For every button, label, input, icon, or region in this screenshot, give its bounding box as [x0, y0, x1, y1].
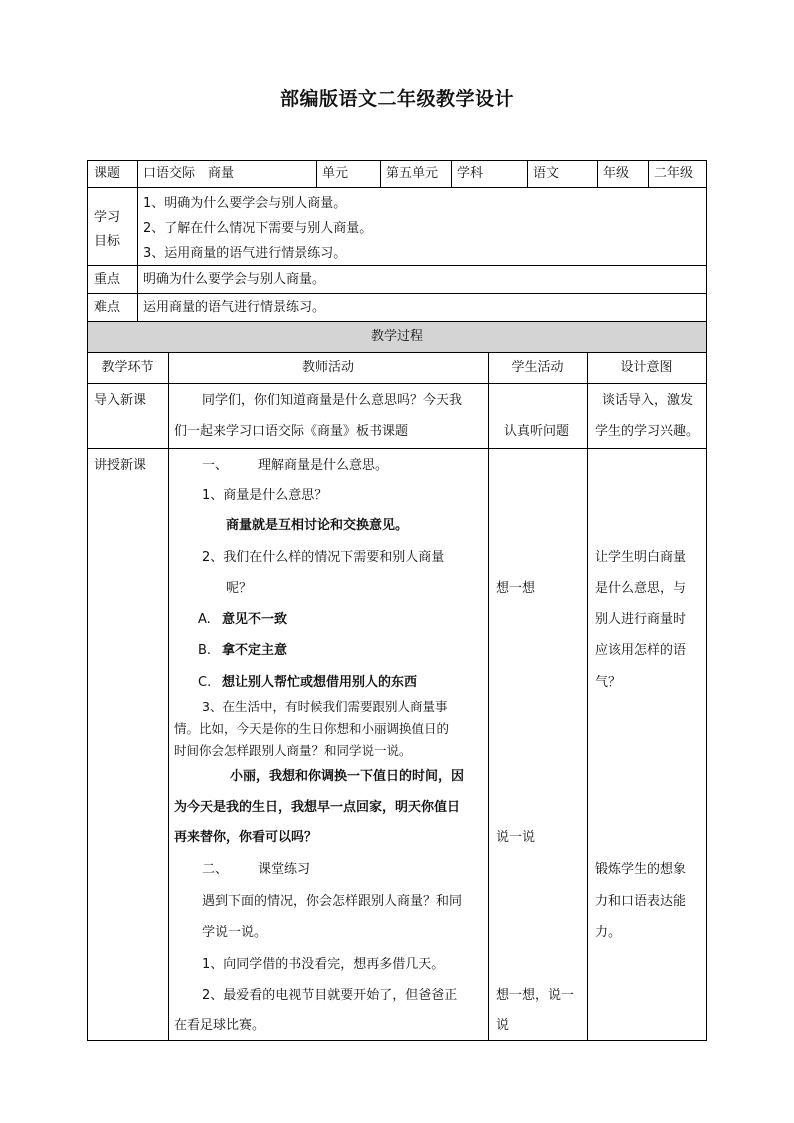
table-border: [87, 1040, 707, 1041]
option-text: 想让别人帮忙或想借用别人的东西: [222, 675, 418, 690]
key-point-value: 明确为什么要学会与别人商量。: [143, 272, 326, 287]
table-border: [87, 321, 707, 322]
subject-value: 语文: [533, 166, 560, 181]
student-activity: 想一想: [496, 581, 536, 596]
intro-student: 认真听问题: [504, 424, 570, 439]
table-border: [597, 160, 598, 188]
table-border: [87, 293, 707, 294]
table-border: [316, 160, 317, 188]
objectives-label: 目标: [94, 234, 121, 249]
key-point-label: 重点: [94, 272, 121, 287]
design-intent: 别人进行商量时: [595, 612, 687, 627]
difficulty-label: 难点: [94, 300, 121, 315]
design-intent: 力。: [595, 925, 622, 940]
column-header-intent: 设计意图: [620, 360, 673, 375]
option-letter: A.: [198, 612, 211, 627]
section-two-title: 课堂练习: [258, 862, 311, 877]
column-header-student: 学生活动: [511, 360, 564, 375]
intro-intent: 谈话导入，激发: [602, 393, 694, 408]
table-border: [137, 187, 138, 322]
table-border: [706, 160, 707, 1041]
option-letter: C.: [198, 675, 212, 690]
practice-item: 2、最爱看的电视节目就要开始了，但爸爸正: [202, 988, 458, 1003]
question-two: 2、我们在什么样的情况下需要和别人商量: [202, 550, 445, 565]
design-intent: 是什么意思，与: [595, 581, 687, 596]
intro-teacher-text: 同学们，你们知道商量是什么意思吗？今天我: [202, 393, 463, 408]
section-one-number: 一、: [202, 458, 229, 473]
intro-teacher-text: 们一起来学习口语交际《商量》板书课题: [174, 424, 409, 439]
option-text: 拿不定主意: [222, 643, 288, 658]
intro-intent: 学生的学习兴趣。: [595, 424, 700, 439]
table-border: [87, 160, 707, 161]
practice-item: 在看足球比赛。: [174, 1018, 266, 1033]
design-intent: 力和口语表达能: [595, 894, 687, 909]
design-intent: 应该用怎样的语: [595, 643, 687, 658]
table-border: [380, 160, 381, 188]
question-three: 时间你会怎样跟别人商量？和同学说一说。: [174, 743, 412, 758]
table-border: [87, 448, 707, 449]
option-letter: B.: [198, 643, 212, 658]
section-two-number: 二、: [202, 862, 229, 877]
grade-value: 二年级: [654, 166, 694, 181]
example-dialogue: 为今天是我的生日，我想早一点回家，明天你值日: [174, 800, 461, 815]
table-border: [587, 352, 588, 1041]
grade-label: 年级: [603, 166, 630, 181]
table-border: [648, 160, 649, 188]
student-activity: 说: [496, 1018, 510, 1033]
question-one: 1、商量是什么意思？: [202, 488, 328, 503]
topic-label: 课题: [94, 166, 121, 181]
practice-intro: 学说一说。: [202, 925, 268, 940]
table-border: [87, 160, 88, 1041]
section-one-title: 理解商量是什么意思。: [258, 458, 389, 473]
intro-stage: 导入新课: [94, 393, 147, 408]
design-intent: 气？: [595, 675, 622, 690]
example-dialogue: 再来替你，你看可以吗？: [174, 830, 318, 845]
document-title: 部编版语文二年级教学设计: [279, 88, 514, 110]
table-border: [451, 160, 452, 188]
unit-label: 单元: [322, 166, 349, 181]
option-text: 意见不一致: [222, 612, 288, 627]
unit-value: 第五单元: [386, 166, 439, 181]
objectives-label: 学习: [94, 210, 121, 225]
objective-item: 3、运用商量的语气进行情景练习。: [143, 246, 347, 261]
table-border: [527, 160, 528, 188]
topic-value: 口语交际 商量: [143, 166, 235, 181]
table-border: [488, 352, 489, 1041]
question-two: 呢？: [226, 581, 253, 596]
student-activity: 说一说: [496, 830, 536, 845]
example-dialogue: 小丽，我想和你调换一下值日的时间，因: [230, 769, 465, 784]
lecture-stage: 讲授新课: [94, 458, 147, 473]
question-three: 情。比如，今天是你的生日你想和小丽调换值日的: [174, 721, 450, 736]
table-border: [137, 160, 138, 188]
practice-intro: 遇到下面的情况，你会怎样跟别人商量？和同: [202, 894, 463, 909]
table-border: [87, 352, 707, 353]
table-border: [87, 187, 707, 188]
design-intent: 锻炼学生的想象: [595, 862, 687, 877]
subject-label: 学科: [457, 166, 484, 181]
difficulty-value: 运用商量的语气进行情景练习。: [143, 300, 326, 315]
student-activity: 想一想，说一: [496, 988, 575, 1003]
table-border: [168, 352, 169, 1041]
table-border: [87, 383, 707, 384]
column-header-stage: 教学环节: [101, 360, 154, 375]
objective-item: 2、了解在什么情况下需要与别人商量。: [143, 221, 373, 236]
question-three: 3、在生活中，有时候我们需要跟别人商量事: [202, 699, 448, 714]
design-intent: 让学生明白商量: [595, 550, 687, 565]
question-one-answer: 商量就是互相讨论和交换意见。: [226, 518, 409, 533]
practice-item: 1、向同学借的书没看完，想再多借几天。: [202, 957, 445, 972]
objective-item: 1、明确为什么要学会与别人商量。: [143, 196, 347, 211]
process-section-title: 教学过程: [370, 329, 423, 344]
column-header-teacher: 教师活动: [301, 360, 354, 375]
